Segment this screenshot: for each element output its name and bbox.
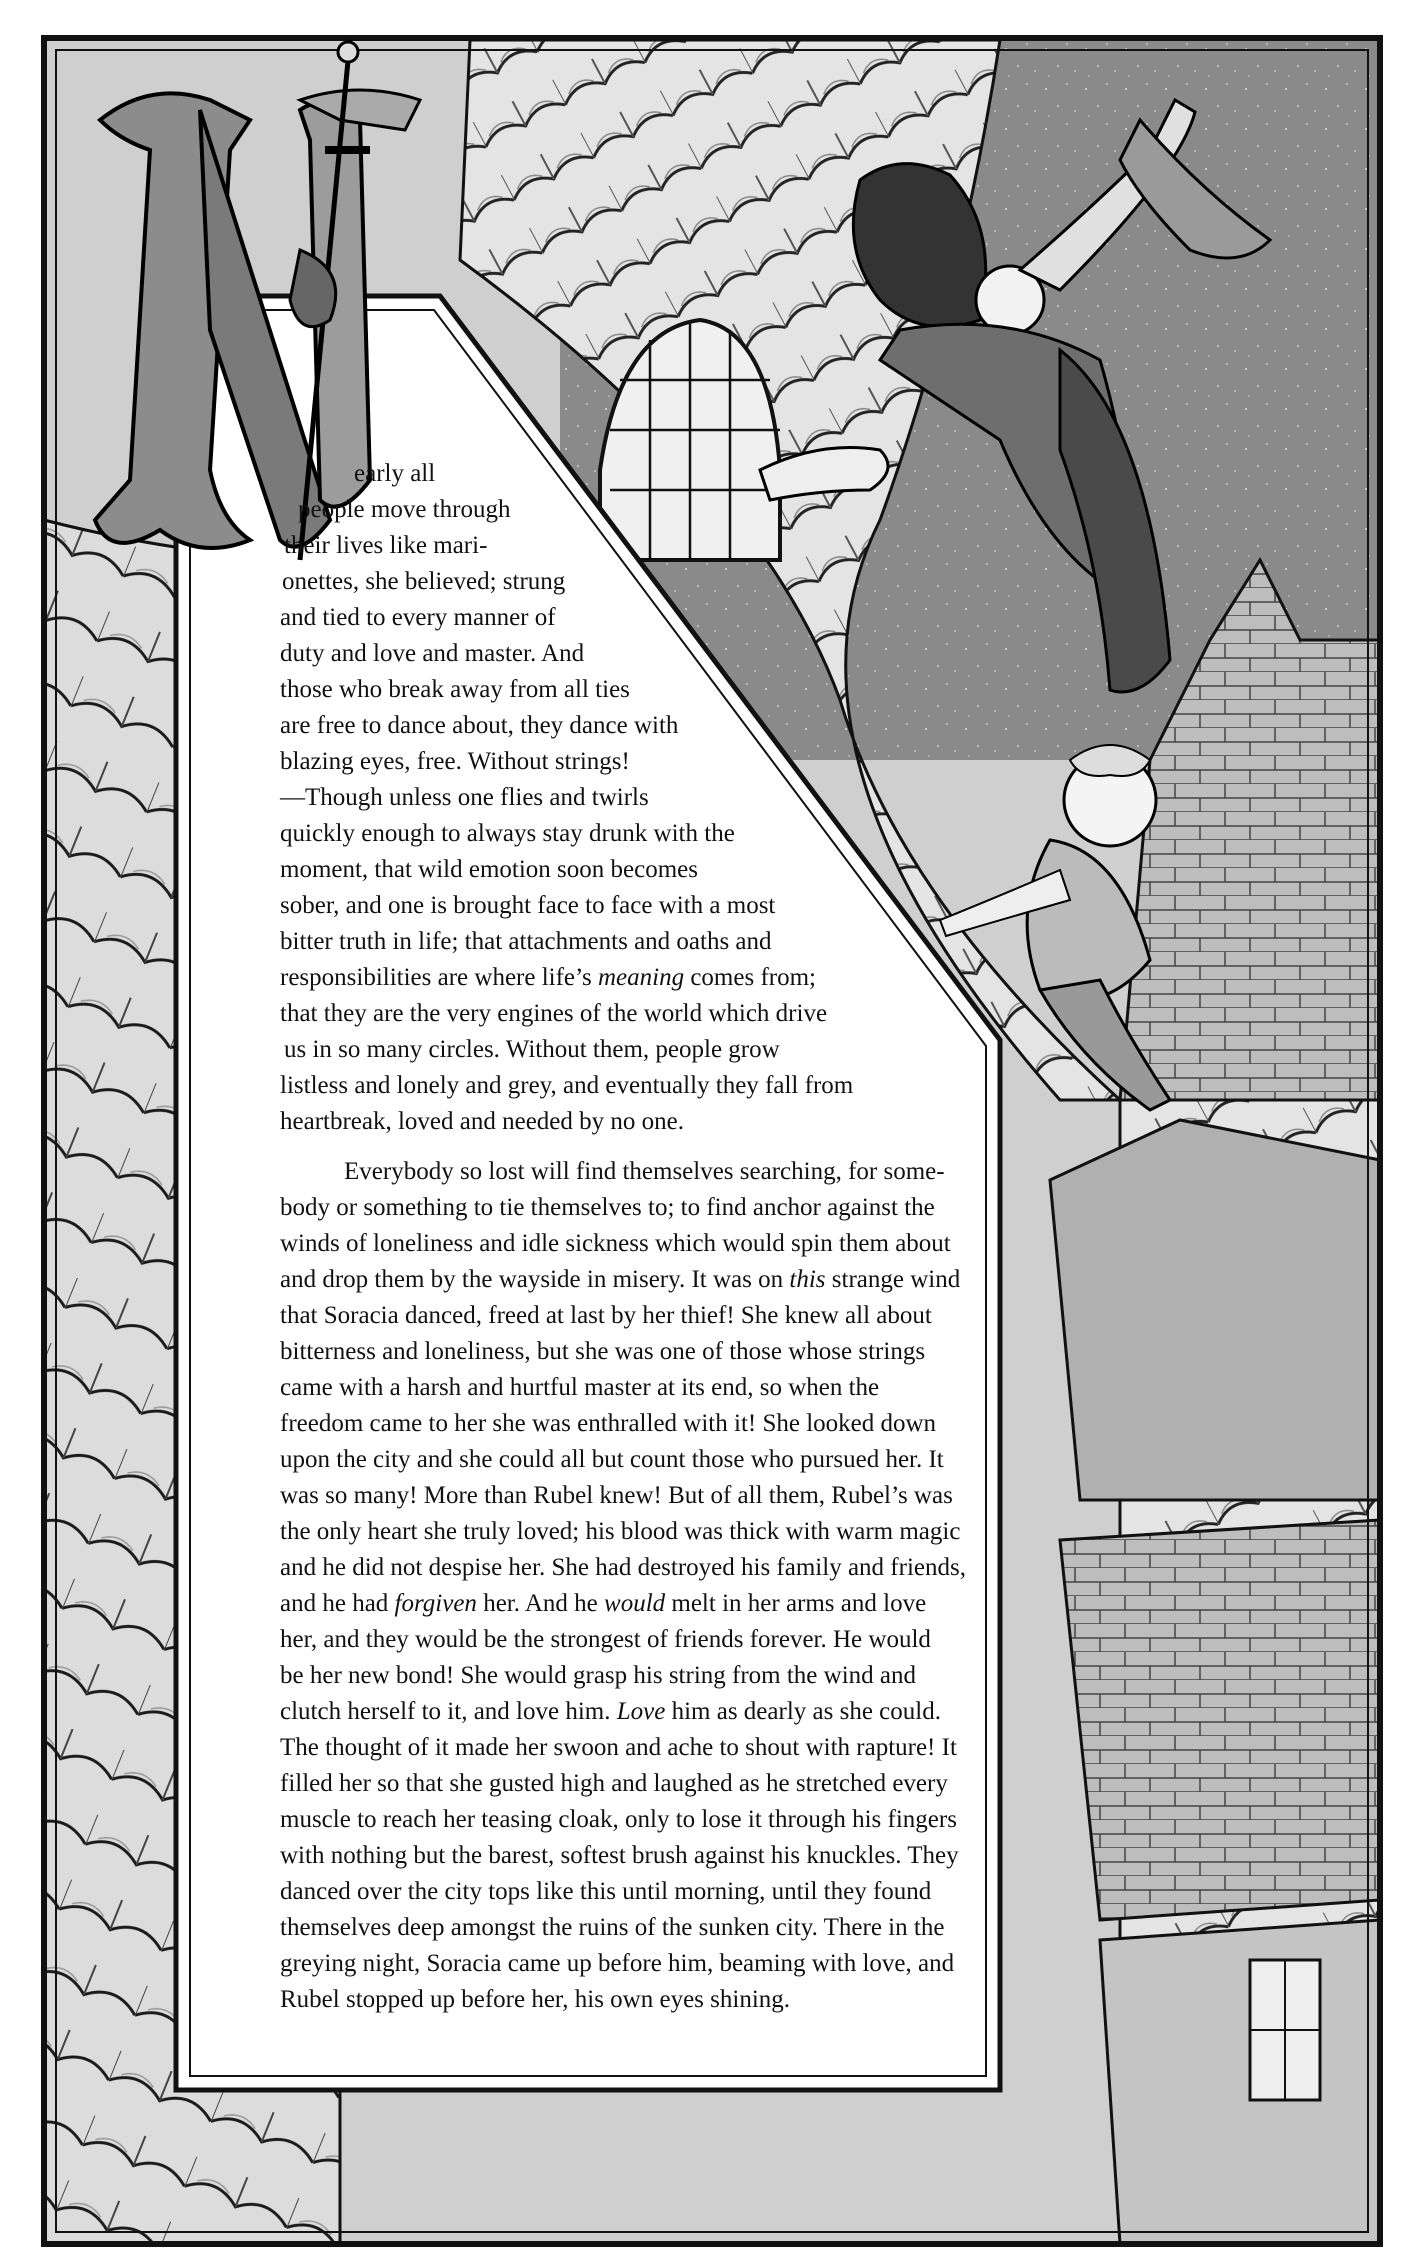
paragraph-1-line: and tied to every manner of (280, 604, 556, 631)
paragraph-2-line: danced over the city tops like this until morning, until they found (280, 1878, 932, 1905)
paragraph-2-line: filled her so that she gusted high and laughed as he stretched every (280, 1770, 948, 1797)
paragraph-2-line: winds of loneliness and idle sickness which would spin them about (280, 1230, 951, 1257)
paragraph-2-line: was so many! More than Rubel knew! But of all them, Rubel’s was (280, 1482, 953, 1509)
paragraph-1-line: people move through (298, 496, 511, 523)
paragraph-2-line: her, and they would be the strongest of friends forever. He would (280, 1626, 931, 1653)
paragraph-2-line: and drop them by the wayside in misery. It was on this strange wind (280, 1266, 961, 1293)
paragraph-2-line: clutch herself to it, and love him. Love him as dearly as she could. (280, 1698, 941, 1725)
paragraph-2-line: Everybody so lost will find themselves searching, for some- (344, 1158, 945, 1185)
paragraph-2-line: and he did not despise her. She had destroyed his family and friends, (280, 1554, 966, 1581)
paragraph-1-line: responsibilities are where life’s meaning comes from; (280, 964, 816, 991)
paragraph-2-line: that Soracia danced, freed at last by her thief! She knew all about (280, 1302, 932, 1329)
paragraph-2-line: bitterness and loneliness, but she was one of those whose strings (280, 1338, 926, 1365)
paragraph-2-line: body or something to tie themselves to; to find anchor against the (280, 1194, 935, 1221)
paragraph-2-line: and he had forgiven her. And he would melt in her arms and love (280, 1590, 927, 1617)
paragraph-1-line: onettes, she believed; strung (282, 568, 566, 595)
paragraph-2-line: greying night, Soracia came up before him, beaming with love, and (280, 1950, 955, 1977)
paragraph-1-line: quickly enough to always stay drunk with the (280, 820, 735, 847)
paragraph-2-line: with nothing but the barest, softest brush against his knuckles. They (280, 1842, 959, 1869)
paragraph-1-line: —Though unless one flies and twirls (280, 784, 649, 811)
paragraph-1-line: us in so many circles. Without them, people grow (284, 1036, 780, 1063)
paragraph-1-line: blazing eyes, free. Without strings! (280, 748, 630, 775)
paragraph-1-line: bitter truth in life; that attachments and oaths and (280, 928, 772, 955)
paragraph-1-line: those who break away from all ties (280, 676, 630, 703)
paragraph-2-line: Rubel stopped up before her, his own eyes shining. (280, 1986, 791, 2013)
paragraph-2-line: muscle to reach her teasing cloak, only to lose it through his fingers (280, 1806, 957, 1833)
paragraph-2-line: freedom came to her she was enthralled with it! She looked down (280, 1410, 937, 1437)
paragraph-1-line: their lives like mari- (284, 532, 488, 559)
paragraph-2-line: the only heart she truly loved; his blood was thick with warm magic (280, 1518, 961, 1545)
paragraph-1-line: duty and love and master. And (280, 640, 585, 667)
paragraph-1-line: moment, that wild emotion soon becomes (280, 856, 698, 883)
paragraph-1-line: listless and lonely and grey, and eventually they fall from (280, 1072, 854, 1099)
paragraph-1-line: are free to dance about, they dance with (280, 712, 679, 739)
paragraph-1-line: sober, and one is brought face to face with a most (280, 892, 776, 919)
paragraph-2-line: be her new bond! She would grasp his string from the wind and (280, 1662, 916, 1689)
paragraph-2-line: themselves deep amongst the ruins of the sunken city. There in the (280, 1914, 945, 1941)
paragraph-1-line: heartbreak, loved and needed by no one. (280, 1108, 685, 1135)
paragraph-2-line: came with a harsh and hurtful master at its end, so when the (280, 1374, 880, 1401)
paragraph-2-line: upon the city and she could all but count those who pursued her. It (280, 1446, 944, 1473)
paragraph-2-line: The thought of it made her swoon and ache to shout with rapture! It (280, 1734, 957, 1761)
paragraph-1-line: early all (354, 460, 436, 487)
paragraph-1-line: that they are the very engines of the world which drive (280, 1000, 828, 1027)
